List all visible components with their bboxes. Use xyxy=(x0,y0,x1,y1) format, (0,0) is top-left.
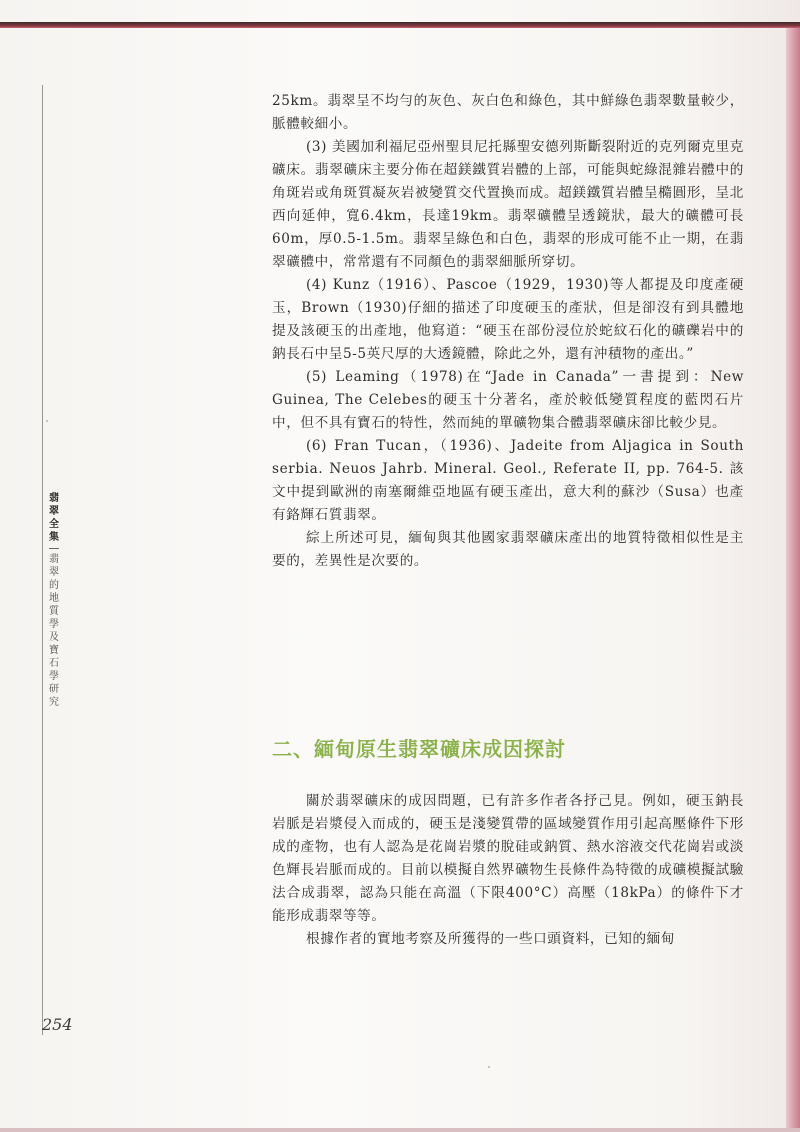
section-paragraph-2: 根據作者的實地考察及所獲得的一些口頭資料，已知的緬甸 xyxy=(306,931,676,947)
section-heading: 二、緬甸原生翡翠礦床成因探討 xyxy=(272,737,566,761)
book-binding-edge xyxy=(786,28,800,1132)
paper-speck xyxy=(488,1066,490,1068)
main-text xyxy=(272,90,744,573)
running-head-book-title: 翡 翠 全 集 xyxy=(49,493,59,543)
margin-rule xyxy=(42,85,43,1035)
running-head xyxy=(46,492,62,709)
paragraph-item-5: (5) Leaming（1978)在“Jade in Canada”一書提到：New Guinea, The Celebes的硬玉十分著名，產於較低變質程度的藍閃石片中，但不具有寶石的特性，然而純的單礦物集合體翡翠礦床卻比較少見。 xyxy=(272,369,744,431)
page-top-edge xyxy=(0,22,800,28)
paragraph-summary: 綜上所述可見，緬甸與其他國家翡翠礦床產出的地質特徵相似性是主要的，差異性是次要的。 xyxy=(272,530,744,569)
page-number: 254 xyxy=(42,1015,73,1034)
paragraph-continuation: 25km。翡翠呈不均勻的灰色、灰白色和綠色，其中鮮綠色翡翠數量較少，脈體較細小。 xyxy=(272,93,744,132)
paper-speck xyxy=(46,420,48,422)
running-head-divider xyxy=(49,548,59,549)
section-paragraph-1: 關於翡翠礦床的成因問題，已有許多作者各抒己見。例如，硬玉鈉長岩脈是岩漿侵入而成的，硬玉是淺變質帶的區域變質作用引起高壓條件下形成的產物，也有人認為是花崗岩漿的脫硅或鈉質、熱水溶液交代花崗岩或淡色輝長岩脈而成的。目前以模擬自然界礦物生長條件為特徵的成礦模擬試驗法合成翡翠，認為只能在高溫（下限400°C）高壓（18kPa）的條件下才能形成翡翠等等。 xyxy=(272,793,744,924)
page-bottom-edge xyxy=(0,1128,800,1132)
section-text xyxy=(272,790,744,951)
paragraph-item-4: (4) Kunz（1916）、Pascoe（1929，1930)等人都提及印度產硬玉，Brown（1930)仔細的描述了印度硬玉的產狀，但是卻沒有到具體地提及該硬玉的出產地，他寫道：“硬玉在部份浸位於蛇紋石化的礦礫岩中的鈉長石中呈5-5英尺厚的大透鏡體，除此之外，還有沖積物的產出。” xyxy=(272,277,744,362)
paragraph-item-6: (6) Fran Tucan，（1936)、Jadeite from Aljagica in South serbia. Neuos Jahrb. Mineral. Geol., Referate II, pp. 764-5. 該文中提到歐洲的南塞爾維亞地區有硬玉產出，意大利的蘇沙（Susa）也產有鉻輝石質翡翠。 xyxy=(272,438,744,523)
running-head-section: 翡 翠 的 地 質 學 及 寶 石 學 研 究 xyxy=(49,554,59,708)
paragraph-item-3: (3) 美國加利福尼亞州聖貝尼托縣聖安德列斯斷裂附近的克列爾克里克礦床。翡翠礦床主要分佈在超鎂鐵質岩體的上部，可能與蛇綠混雜岩體中的角斑岩或角斑質凝灰岩被變質交代置換而成。超鎂鐵質岩體呈橢圓形，呈北西向延伸，寬6.4km，長達19km。翡翠礦體呈透鏡狀，最大的礦體可長60m，厚0.5-1.5m。翡翠呈綠色和白色，翡翠的形成可能不止一期，在翡翠礦體中，常常還有不同顏色的翡翠細脈所穿切。 xyxy=(272,139,744,270)
